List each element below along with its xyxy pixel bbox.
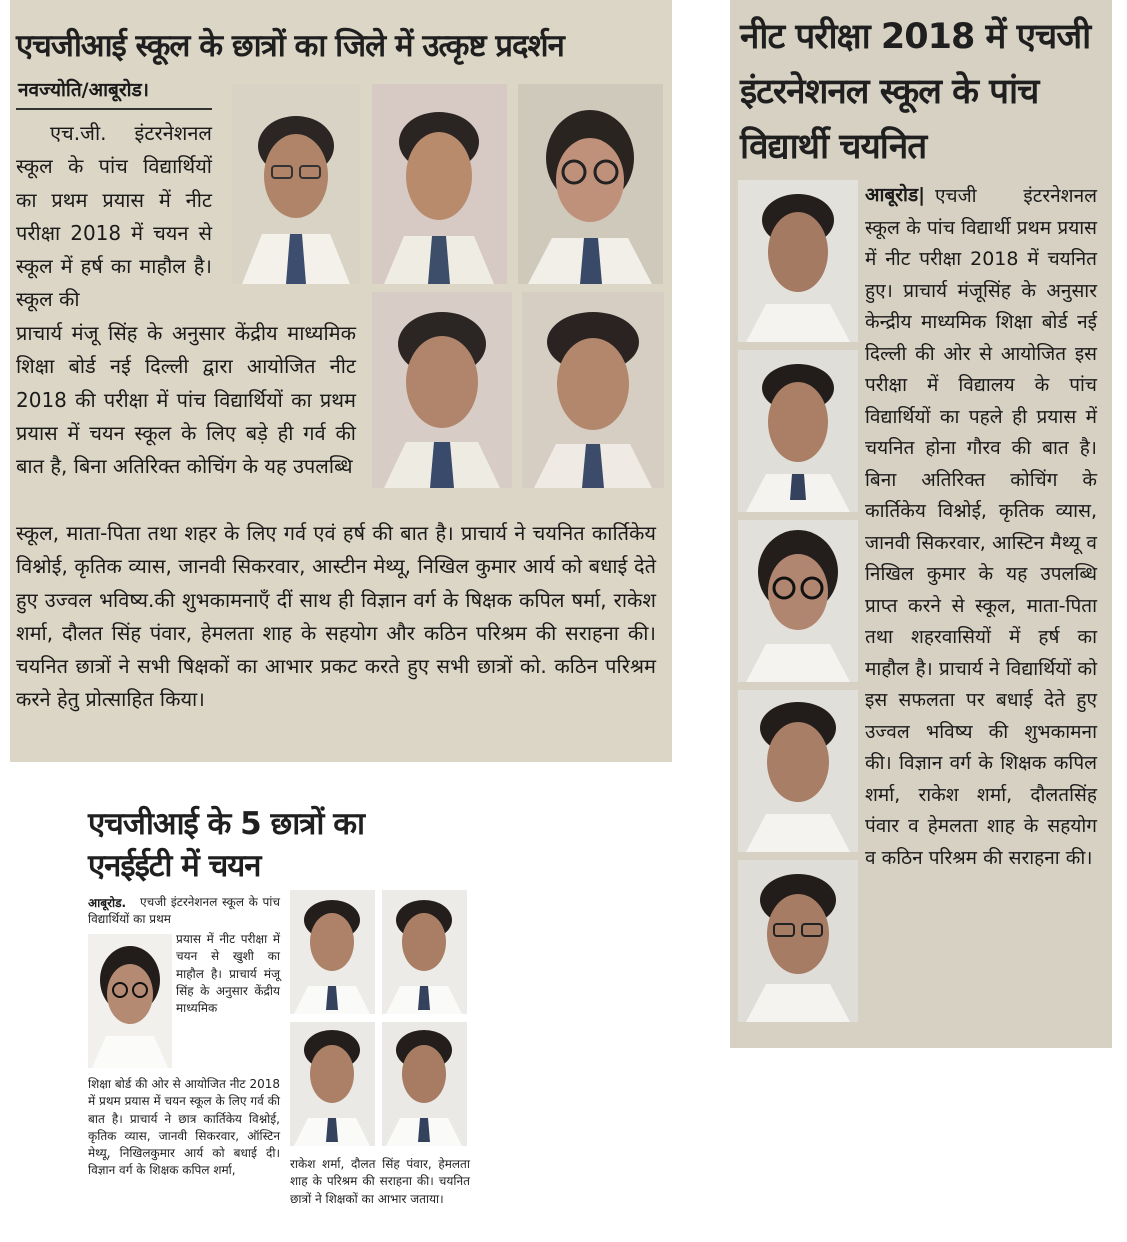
- byline: आबूरोड.: [88, 896, 127, 910]
- headline: एचजीआई स्कूल के छात्रों का जिले में उत्कृष्ट प्रदर्शन: [16, 28, 564, 64]
- article-body-middle: प्राचार्य मंजू सिंह के अनुसार केंद्रीय माध्यमिक शिक्षा बोर्ड नई दिल्ली द्वारा आयोजित नीट 2018 की परीक्षा में पांच विद्यार्थियों का प्रथम प्रयास में चयन स्कूल के लिए बड़े ही गर्व की बात है, बिना अतिरिक्त कोचिंग के यह उपलब्धि: [16, 321, 356, 479]
- article-body: एचजी इंटरनेशनल स्कूल के पांच विद्यार्थी प्रथम प्रयास में नीट परीक्षा 2018 में चयनित हुए। प्राचार्य मंजूसिंह के अनुसार केन्द्रीय माध्यमिक शिक्षा बोर्ड नई दिल्ली की ओर से आयोजित इस परीक्षा में विद्यालय के पांच विद्यार्थियों का पहले ही प्रयास में चयनित होना गौरव की बात है। बिना अतिरिक्त कोचिंग के कार्तिकेय विश्नोई, कृतिक व्यास, जानवी सिकरवार, आस्टिन मैथ्यू व निखिल कुमार के यह उपलब्धि प्राप्त करने से स्कूल, माता-पिता तथा शहरवासियों में हर्ष का माहौल है। प्राचार्य ने विद्यार्थियों को इस सफलता पर बधाई देते हुए उज्वल भविष्य की शुभकामना की। विज्ञान वर्ग के शिक्षक कपिल शर्मा, राकेश शर्मा, दौलतसिंह पंवार व हेमलता शाह के सहयोग व कठिन परिश्रम की सराहना की।: [865, 185, 1097, 869]
- byline: आबूरोड|: [865, 184, 926, 206]
- student-photo: [738, 520, 858, 682]
- student-photo: [88, 934, 172, 1068]
- student-photo: [382, 1022, 467, 1146]
- byline: नवज्योति/आबूरोड।: [18, 79, 149, 101]
- student-photo: [738, 860, 858, 1022]
- student-photo: [522, 292, 664, 488]
- headline-line-2: इंटरनेशनल स्कूल के पांच: [740, 72, 1039, 112]
- headline-line-1: नीट परीक्षा 2018 में एचजी: [740, 17, 1091, 57]
- student-photo: [518, 84, 663, 284]
- headline-line-2: एनईईटी में चयन: [88, 848, 261, 884]
- article-body-right: राकेश शर्मा, दौलत सिंह पंवार, हेमलता शाह के परिश्रम की सराहना की। चयनित छात्रों ने शिक्षकों का आभार जताया।: [290, 1157, 470, 1206]
- article-body-top: एच.जी. इंटरनेशनल स्कूल के पांच विद्यार्थियों का प्रथम प्रयास में नीट परीक्षा 2018 में चयन से स्कूल में हर्ष का माहौल है। स्कूल की: [16, 121, 212, 312]
- newspaper-clipping-neet-2018: [730, 0, 1112, 1048]
- student-photo: [738, 690, 858, 852]
- byline-rule: [16, 108, 212, 110]
- student-photo: [382, 890, 467, 1014]
- newspaper-clipping-navjyoti: [10, 0, 672, 762]
- student-photo: [372, 292, 512, 488]
- headline-line-1: एचजीआई के 5 छात्रों का: [88, 806, 365, 842]
- student-photo: [372, 84, 507, 284]
- headline-line-3: विद्यार्थी चयनित: [740, 127, 927, 167]
- student-photo: [232, 84, 360, 284]
- student-photo: [738, 350, 858, 512]
- article-body-side: प्रयास में नीट परीक्षा में चयन से खुशी का माहौल है। प्राचार्य मंजू सिंह के अनुसार केंद्रीय माध्यमिक: [176, 932, 280, 1016]
- student-photo: [738, 180, 858, 342]
- article-body-lower: शिक्षा बोर्ड की ओर से आयोजित नीट 2018 में प्रथम प्रयास में चयन स्कूल के लिए गर्व की बात है। प्राचार्य ने छात्र कार्तिकेय विश्नोई, कृतिक व्यास, जानवी सिकरवार, ऑस्टिन मेथ्यू, निखिलकुमार आर्य को बधाई दी। विज्ञान वर्ग के शिक्षक कपिल शर्मा,: [88, 1077, 280, 1178]
- article-body-bottom: स्कूल, माता-पिता तथा शहर के लिए गर्व एवं हर्ष की बात है। प्राचार्य ने चयनित कार्तिकेय विश्नोई, कृतिक व्यास, जानवी सिकरवार, आस्टीन मेथ्यू, निखिल कुमार आर्य को बधाई देते हुए उज्वल भविष्य.की शुभकामनाएँ दीं साथ ही विज्ञान वर्ग के षिक्षक कपिल षर्मा, राकेश शर्मा, दौलत सिंह पंवार, हेमलता शाह के सहयोग और कठिन परिश्रम की सराहना की। चयनित छात्रों ने सभी षिक्षकों का आभार प्रकट करते हुए सभी छात्रों को. कठिन परिश्रम करने हेतु प्रोत्साहित किया।: [16, 521, 656, 712]
- newspaper-clipping-neet-selection: [84, 800, 476, 1242]
- student-photo: [290, 1022, 375, 1146]
- student-photo: [290, 890, 375, 1014]
- article-body-intro: एचजी इंटरनेशनल स्कूल के पांच विद्यार्थियों का प्रथम: [88, 895, 280, 927]
